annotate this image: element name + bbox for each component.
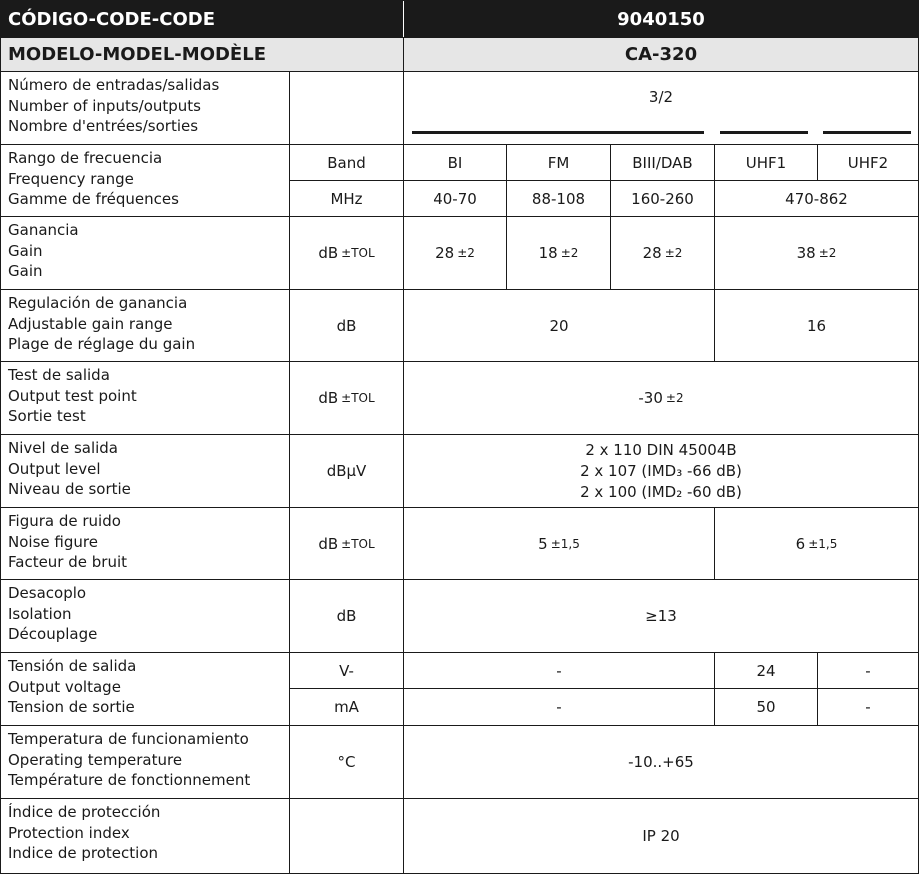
voltage-ma-vhf: -	[403, 689, 714, 725]
temperature-value: -10..+65	[403, 726, 918, 798]
test-point-unit	[289, 362, 403, 434]
noise-unit	[289, 508, 403, 579]
isolation-label	[1, 580, 289, 652]
test-point-tol: ±2	[665, 391, 684, 405]
gain-bi-tol: ±2	[457, 246, 475, 260]
frequency-label-es: Rango de frecuencia	[8, 149, 163, 167]
temperature-label-fr: Température de fonctionnement	[8, 771, 251, 789]
gain-bi	[403, 217, 506, 289]
code-row	[1, 1, 918, 38]
protection-row	[1, 799, 918, 873]
output-level-imd2: 2 x 100 (IMD₂ -60 dB)	[580, 482, 742, 501]
test-point-unit-db: dB	[318, 389, 339, 407]
gain-range-uhf: 16	[714, 290, 918, 361]
noise-label-es: Figura de ruido	[8, 512, 121, 530]
noise-label-en: Noise figure	[8, 532, 98, 551]
noise-vhf	[403, 508, 714, 579]
noise-unit-db: dB	[318, 534, 339, 553]
temperature-label-es: Temperatura de funcionamiento	[8, 730, 249, 748]
code-label: CÓDIGO-CODE-CODE	[1, 1, 403, 37]
output-level-label-es: Nivel de salida	[8, 439, 119, 457]
isolation-label-es: Desacoplo	[8, 584, 87, 602]
output-level-values	[403, 435, 918, 507]
gain-range-row	[1, 290, 918, 362]
gain-row	[1, 217, 918, 290]
output-level-imd3: 2 x 107 (IMD₃ -66 dB)	[580, 461, 742, 480]
voltage-label-fr: Tension de sortie	[8, 698, 135, 716]
isolation-unit: dB	[289, 580, 403, 652]
isolation-row	[1, 580, 918, 653]
gain-label-en: Gain	[8, 241, 43, 260]
band-unit: Band	[289, 145, 403, 180]
band-fm: FM	[506, 145, 610, 180]
temperature-label	[1, 726, 289, 798]
output-level-unit: dBµV	[289, 435, 403, 507]
gain-biii	[610, 217, 714, 289]
model-row	[1, 38, 918, 72]
io-unit	[289, 72, 403, 144]
test-point-value: -30	[638, 389, 663, 407]
gain-label	[1, 217, 289, 289]
gain-range-vhf: 20	[403, 290, 714, 361]
noise-row	[1, 508, 918, 580]
test-point-row	[1, 362, 918, 435]
gain-range-label	[1, 290, 289, 361]
protection-label	[1, 799, 289, 873]
io-label-en: Number of inputs/outputs	[8, 96, 201, 115]
voltage-row	[1, 653, 918, 726]
gain-fm-value: 18	[538, 244, 558, 262]
voltage-v-uhf1: 24	[714, 653, 817, 688]
temperature-unit: °C	[289, 726, 403, 798]
io-value: 3/2	[648, 88, 674, 106]
model-label: MODELO-MODEL-MODÈLE	[1, 38, 403, 71]
gain-biii-value: 28	[642, 244, 662, 262]
output-level-din: 2 x 110 DIN 45004B	[585, 440, 737, 459]
gain-unit	[289, 217, 403, 289]
output-bar-2	[823, 131, 911, 134]
noise-unit-tol: ±TOL	[341, 536, 375, 551]
frequency-label-fr: Gamme de fréquences	[8, 190, 179, 208]
gain-label-fr: Gain	[8, 262, 43, 280]
protection-label-es: Índice de protección	[8, 803, 161, 821]
output-bar-1	[720, 131, 808, 134]
noise-uhf-value: 6	[795, 534, 806, 553]
voltage-v-uhf2: -	[817, 653, 918, 688]
isolation-label-en: Isolation	[8, 604, 72, 623]
test-point-label	[1, 362, 289, 434]
frequency-label	[1, 145, 289, 216]
isolation-label-fr: Découplage	[8, 625, 98, 643]
noise-uhf	[714, 508, 918, 579]
range-fm: 88-108	[506, 181, 610, 216]
gain-range-label-en: Adjustable gain range	[8, 314, 173, 333]
gain-uhf-value: 38	[796, 244, 816, 262]
output-level-label-fr: Niveau de sortie	[8, 480, 131, 498]
frequency-row	[1, 145, 918, 217]
output-level-row	[1, 435, 918, 508]
noise-vhf-value: 5	[538, 534, 548, 553]
mhz-unit: MHz	[289, 181, 403, 216]
voltage-ma-uhf2: -	[817, 689, 918, 725]
noise-label	[1, 508, 289, 579]
frequency-label-en: Frequency range	[8, 169, 134, 188]
voltage-ma-unit: mA	[289, 689, 403, 725]
test-point-label-fr: Sortie test	[8, 407, 86, 425]
test-point-label-es: Test de salida	[8, 366, 110, 384]
gain-uhf-tol: ±2	[818, 246, 837, 260]
noise-vhf-tol: ±1,5	[550, 536, 580, 551]
io-label-fr: Nombre d'entrées/sorties	[8, 117, 199, 135]
band-uhf1: UHF1	[714, 145, 817, 180]
gain-range-unit: dB	[289, 290, 403, 361]
band-biii-dab: BIII/DAB	[610, 145, 714, 180]
band-bi: BI	[403, 145, 506, 180]
gain-unit-tol: ±TOL	[341, 246, 375, 260]
isolation-value: ≥13	[403, 580, 918, 652]
protection-value: IP 20	[403, 799, 918, 873]
test-point-label-en: Output test point	[8, 386, 137, 405]
io-label-es: Número de entradas/salidas	[8, 76, 220, 94]
voltage-ma-uhf1: 50	[714, 689, 817, 725]
gain-bi-value: 28	[435, 244, 455, 262]
io-label	[1, 72, 289, 144]
voltage-label	[1, 653, 289, 725]
range-biii-dab: 160-260	[610, 181, 714, 216]
noise-label-fr: Facteur de bruit	[8, 553, 128, 571]
voltage-label-es: Tensión de salida	[8, 657, 137, 675]
voltage-v-vhf: -	[403, 653, 714, 688]
band-uhf2: UHF2	[817, 145, 918, 180]
gain-uhf	[714, 217, 918, 289]
code-value: 9040150	[403, 1, 918, 37]
gain-biii-tol: ±2	[664, 246, 683, 260]
gain-label-es: Ganancia	[8, 221, 79, 239]
input-bar-1	[412, 131, 704, 134]
gain-fm	[506, 217, 610, 289]
gain-range-label-fr: Plage de réglage du gain	[8, 335, 196, 353]
gain-range-label-es: Regulación de ganancia	[8, 294, 188, 312]
temperature-label-en: Operating temperature	[8, 750, 183, 769]
gain-unit-db: dB	[318, 244, 339, 262]
test-point-unit-tol: ±TOL	[341, 391, 375, 405]
io-row	[1, 72, 918, 145]
voltage-label-en: Output voltage	[8, 677, 121, 696]
output-level-label-en: Output level	[8, 459, 101, 478]
gain-fm-tol: ±2	[560, 246, 579, 260]
protection-label-en: Protection index	[8, 823, 130, 842]
model-value: CA-320	[403, 38, 918, 71]
range-bi: 40-70	[403, 181, 506, 216]
protection-unit	[289, 799, 403, 873]
output-level-label	[1, 435, 289, 507]
temperature-row	[1, 726, 918, 799]
noise-uhf-tol: ±1,5	[808, 536, 838, 551]
range-uhf: 470-862	[714, 181, 918, 216]
voltage-v-unit: V-	[289, 653, 403, 688]
test-point-value-cell	[403, 362, 918, 434]
protection-label-fr: Indice de protection	[8, 844, 159, 862]
